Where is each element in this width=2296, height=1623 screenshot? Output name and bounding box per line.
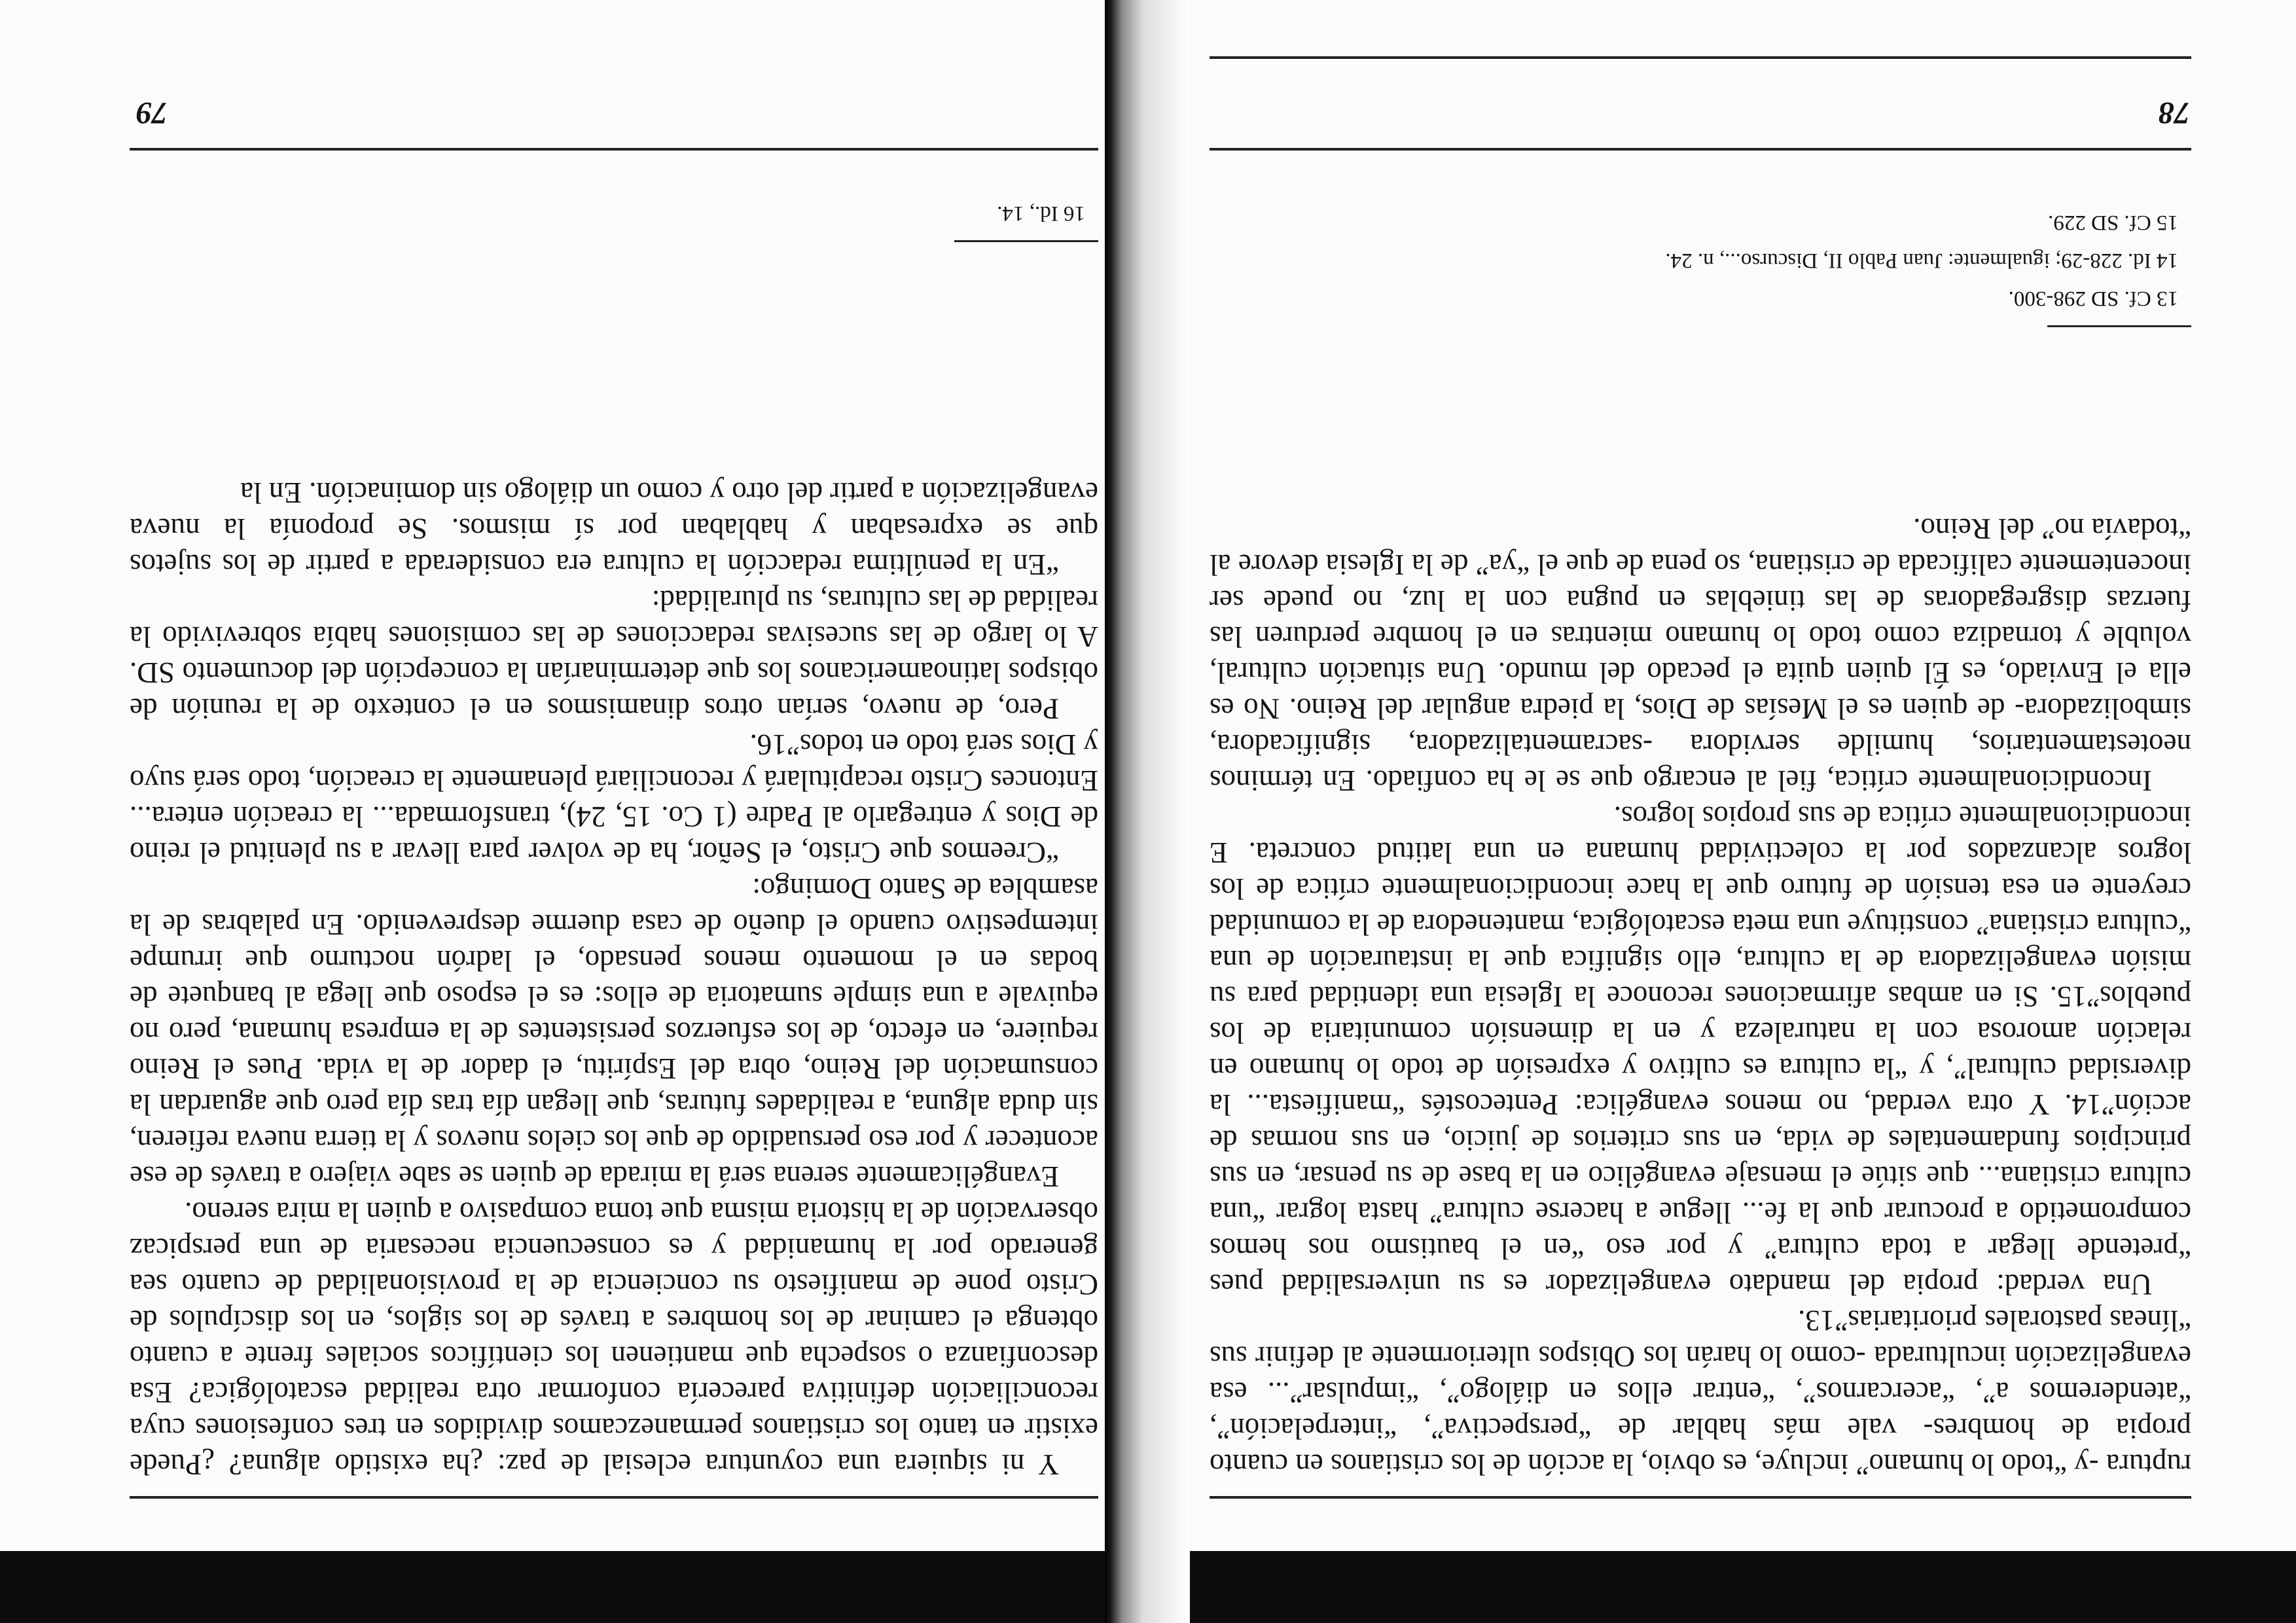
page-78-body bbox=[1210, 510, 2191, 1482]
page-79-footnotes bbox=[130, 194, 1085, 232]
footer-rule bbox=[130, 148, 1098, 151]
paragraph: Evangélicamente serena será la mirada de quien se sabe viajero a través de ese acontecer y por eso persuadido de que los cielos nuevos y la tierra nueva refieren, sin duda alguna, a realidades futuras, que llegan día tras día pero que aguardan la consumación del Reino, obra del Espíritu, el dador de la vida. Pues el Reino requiere, en efecto, de los esfuerzos persistentes de la empresa humana, pero no equivale a una simple sumatoria de ellos: es el esposo que llega al banquete de bodas en el momento menos pensado, el ladrón nocturno que irrumpe intempestivo cuando el dueño de casa duerme desprevenido. En palabras de la asamblea de Santo Domingo: bbox=[130, 872, 1098, 1193]
page-79 bbox=[90, 7, 1098, 1525]
header-rule bbox=[1210, 1496, 2191, 1499]
footer-rule-bottom bbox=[1210, 56, 2191, 59]
footnote-rule bbox=[954, 240, 1098, 242]
page-number: 78 bbox=[2159, 96, 2190, 130]
page-number: 79 bbox=[136, 96, 168, 130]
footnote: 13 Cf. SD 298-300. bbox=[2008, 287, 2178, 310]
paragraph: Una verdad: propia del mandato evangelizador es su universalidad pues “pretende llegar a toda cultura” y por eso “en el bautismo nos hemos comprometido a procurar que la fe... llegue a hacerse cultura” hasta lograr “una cultura cristiana... que sitúe el mensaje evangélico en la base de su pensar, en sus principios fundamentales de vida, en sus criterios de juicio, en sus normas de acción”14. Y otra verdad, no menos evangélica: Pentecostés “manifiesta... la diversidad cultural”, y “la cultura es cultivo y expresión de todo lo humano en relación amorosa con la naturaleza y en la dimensión comunitaria de los pueblos”15. Si en ambas afirmaciones reconoce la Iglesia una identidad para su misión evangelizadora de la cultura, ello significa que la instauración de una “cultura cristiana” constituye una meta escatológica, mantenedora de la comunidad creyente en esa tensión de futuro que la hace incondicionalmente crítica de los logros alcanzados por la colectividad humana en una latitud concreta. E incondicionalmente crítica de sus propios logros. bbox=[1210, 800, 2191, 1301]
page-78 bbox=[1190, 7, 2211, 1525]
footnote: 14 Id. 228-29; igualmente: Juan Pablo II, Discurso..., n. 24. bbox=[1665, 249, 2178, 272]
footnote-rule bbox=[2047, 325, 2191, 327]
footnote: 15 Cf. SD 229. bbox=[2048, 211, 2178, 234]
footer-rule bbox=[1210, 148, 2191, 151]
paragraph: Y ni siquiera una coyuntura eclesial de paz: ¿ha existido alguna? ¿Puede existir en tanto los cristianos permanezcamos divididos en tres confesiones cuya reconciliación definitiva parecería conformar otra realidad escatológica? Esa desconfianza o sospecha que mantienen los científicos sociales frente a cuanto obtenga el caminar de los hombres a través de los siglos, en los discípulos de Cristo pone de manifiesto su conciencia de la provisionalidad de cuanto sea generado por la humanidad y es consecuencia necesaria de una perspicaz observación de la historia misma que toma compasivo a quien la mira sereno. bbox=[130, 1196, 1098, 1481]
paragraph: Incondicionalmente crítica, fiel al encargo que se le ha confiado. En términos neotestamentarios, humilde servidora -sacramentalizadora, significadora, simbolizadora- de quien es el Mesías de Dios, la piedra angular del Reino. No es ella el Enviado, es Él quien quita el pecado del mundo. Una situación cultural, voluble y tornadiza como todo lo humano mientras en el hombre perduren las fuerzas disgregadoras de las tinieblas en pugna con la luz, no puede ser inocentemente calificada de cristiana, so pena de que el “ya” de la Iglesia devore al “todavía no” del Reino. bbox=[1210, 512, 2191, 797]
footnote: 16 Id., 14. bbox=[997, 202, 1085, 225]
paragraph: Pero, de nuevo, serían otros dinamismos en el contexto de la reunión de obispos latinoamericanos los que determinarían la concepción del documento SD. A lo largo de las sucesivas redacciones de las comisiones había sobrevivido la realidad de las culturas, su pluralidad: bbox=[130, 584, 1098, 725]
header-rule bbox=[130, 1496, 1098, 1499]
paragraph: “En la penúltima redacción la cultura era considerada a partir de los sujetos que se expresaban y hablaban por sí mismos. Se proponía la nueva evangelización a partir del otro y como un diálogo sin dominación. En la bbox=[130, 476, 1098, 581]
page-79-body bbox=[130, 474, 1098, 1482]
paragraph: “Creemos que Cristo, el Señor, ha de volver para llevar a su plenitud el reino de Dios y entregarlo al Padre (1 Co. 15, 24), transformada... la creación entera... Entonces Cristo recapitulará y reconciliará plenamente la creación, todo será suyo y Dios será todo en todos”16. bbox=[130, 728, 1098, 869]
paragraph: ruptura -y “todo lo humano” incluye, es obvio, la acción de los cristianos en cuanto propia de hombres- vale más hablar de “perspectiva”, “interpelación”, “atenderemos a”, “acercarnos”, “entrar ellos en diálogo”, “impulsar”... esa evangelización inculturada -como lo harán los Obispos ulteriormente al definir sus “líneas pastorales prioritarias”13. bbox=[1210, 1304, 2191, 1481]
page-78-footnotes bbox=[1210, 204, 2178, 317]
book-spine-gutter bbox=[1105, 0, 1190, 1623]
